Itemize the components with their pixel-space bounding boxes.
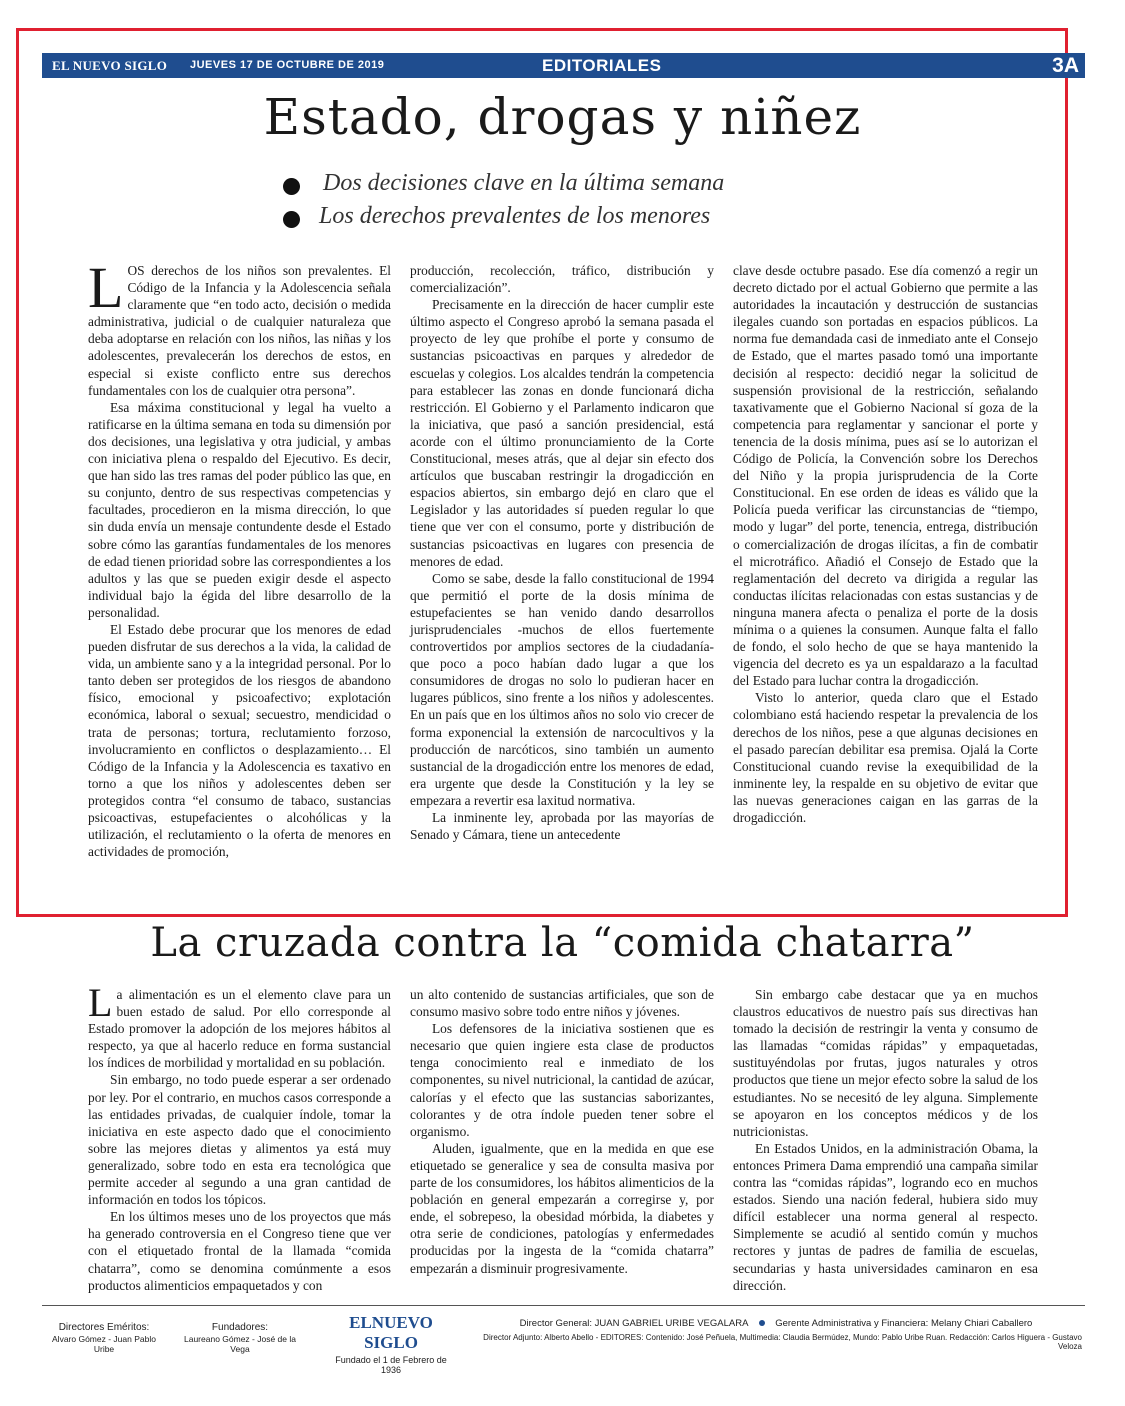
paragraph: La inminente ley, aprobada por las mayorías de Senado y Cámara, tiene un antecedente bbox=[410, 810, 714, 843]
footer-staff bbox=[470, 1318, 1082, 1351]
paragraph: Sin embargo, no todo puede esperar a ser ordenado por ley. Por el contrario, en muchos casos corresponde a las entidades privadas, de cualquier índole, tomar la iniciativa en este aspecto dado que el conocimiento sobre las mejores dietas y alimentos ya está muy generalizado, sobre todo en esta era tecnológica que permite acceder al segundo a una gran cantidad de información en todos los tópicos. bbox=[88, 1072, 391, 1208]
editorial-2-column-3 bbox=[733, 986, 1038, 1294]
section-name: EDITORIALES bbox=[542, 56, 662, 75]
paragraph: El Estado debe procurar que los menores de edad pueden disfrutar de sus derechos a la vida, la calidad de vida, un ambiente sano y a la integridad personal. Por lo tanto deben ser protegidos de los riesgos de abandono físico, emocional y psicoafectivo; explotación económica, laboral o sexual; secuestro, mendicidad o trata de personas; tortura, reclutamiento forzoso, involucramiento en conflictos o desplazamiento… El Código de la Infancia y la Adolescencia es taxativo en torno a que los niños y adolescentes deben ser protegidos contra “el consumo de tabaco, sustancias psicoactivas, estupefacientes o alcohólicas y la utilización, el reclutamiento o la oferta de menores en actividades de promoción, bbox=[88, 621, 391, 860]
founded-date: Fundado el 1 de Febrero de 1936 bbox=[335, 1355, 447, 1375]
footer-fundadores bbox=[180, 1322, 300, 1354]
director-general: Director General: JUAN GABRIEL URIBE VEGALARA bbox=[519, 1318, 748, 1329]
page-number: 3A bbox=[1052, 54, 1079, 77]
footer-logo-block bbox=[326, 1313, 456, 1375]
paragraph-text: OS derechos de los niños son prevalentes. El Código de la Infancia y la Adolescencia señala claramente que “en todo acto, decisión o medida administrativa, judicial o de cualquier naturaleza que deba adoptarse en relación con los niños, las niñas y los adolescentes, prevalecerán los derechos de estos, en especial si existe conflicto entre sus derechos fundamentales con los de cualquier otra persona”. bbox=[88, 263, 391, 398]
paragraph: Aluden, igualmente, que en la medida en que ese etiquetado se generalice y sea de consulta masiva por parte de los consumidores, los hábitos alimenticios de la población en general empezarán a corregirse y, por ende, el sobrepeso, la obesidad mórbida, la diabetes y otra serie de condiciones, patologías y enfermedades producidas por la ingesta de la “comida chatarra” empezarán a disminuir progresivamente. bbox=[410, 1140, 714, 1276]
paragraph: Sin embargo cabe destacar que ya en muchos claustros educativos de nuestro país sus directivas han tomado la decisión de restringir la venta y consumo de las llamadas “comidas rápidas” y empaquetadas, sustituyéndolas por frutas, jugos naturales y otros productos que tiene un mejor efecto sobre la salud de los estudiantes. No se necesitó de ley alguna. Simplemente se apoyaron en los conceptos médicos y de los nutricionistas. bbox=[733, 987, 1038, 1139]
footer-emeritos bbox=[44, 1322, 164, 1354]
paper-name: EL NUEVO SIGLO bbox=[52, 58, 168, 73]
paragraph: En Estados Unidos, en la administración Obama, la entonces Primera Dama emprendió una campaña similar contra las “comidas rápidas”, logrando eco en muchos estados. Siendo una nación federal, hubiera sido muy difícil establecer una norma general al respecto. Simplemente se acudió al sentido común y muchos rectores y juntas de padres de familia de escuelas, secundarias y hasta universidades caminaron en esa dirección. bbox=[733, 1140, 1038, 1293]
editorial-2-column-2 bbox=[410, 986, 714, 1277]
subhead-1-text: Dos decisiones clave en la última semana bbox=[323, 170, 725, 196]
emeritos-names: Alvaro Gómez - Juan Pablo Uribe bbox=[52, 1334, 156, 1354]
emeritos-label: Directores Eméritos: bbox=[58, 1322, 150, 1333]
issue-date: JUEVES 17 DE OCTUBRE DE 2019 bbox=[190, 59, 385, 71]
editorial-1-column-1 bbox=[88, 255, 391, 860]
paragraph bbox=[88, 980, 391, 1071]
staff-credits: Director Adjunto: Alberto Abello - EDITORES: Contenido: José Peñuela, Multimedia: Claudia Bermúdez, Mundo: Pablo Uribe Ruan. Redacción: Carlos Higuera - Gustavo Veloza bbox=[483, 1333, 1082, 1351]
paragraph-text: a alimentación es un el elemento clave para un buen estado de salud. Por ello corresponde al Estado promover la adopción de los mejores hábitos al respecto, ya que al hacerlo reduce en forma sustancial los índices de morbilidad y mortalidad en su población. bbox=[88, 987, 391, 1071]
paragraph bbox=[88, 255, 391, 399]
fundadores-names: Laureano Gómez - José de la Vega bbox=[184, 1334, 296, 1354]
footer-directors-row bbox=[470, 1318, 1082, 1329]
bullet-dot-icon bbox=[759, 1320, 765, 1326]
paragraph: Precisamente en la dirección de hacer cumplir este último aspecto el Congreso aprobó la semana pasada el proyecto de ley que prohíbe el porte y consumo de sustancias psicoactivas en parques y alrededor de escuelas y colegios. Los alcaldes tendrán la competencia para establecer las zonas en donde funcionará dicha restricción. El Gobierno y el Parlamento indicaron que la iniciativa, que pasó a sanción presidencial, está acorde con el último pronunciamiento de la Corte Constitucional, meses atrás, que al dejar sin efecto dos artículos que buscaban restringir la drogadicción en espacios abiertos, sin embargo dejó en claro que el Legislador y las autoridades sí pueden regular lo que tiene que ver con el consumo, porte y distribución de sustancias psicoactivas en lugares con presencia de menores de edad. bbox=[410, 297, 714, 569]
paragraph: producción, recolección, tráfico, distribución y comercialización”. bbox=[410, 263, 714, 296]
editorial-2-title: La cruzada contra la “comida chatarra” bbox=[150, 920, 975, 966]
paragraph: Esa máxima constitucional y legal ha vuelto a ratificarse en la última semana en toda su dimensión por dos decisiones, una legislativa y otra judicial, y ambas con iniciativa plena o respaldo del Ejecutivo. Es decir, que han sido las tres ramas del poder público las que, en su conjunto, dentro de sus respectivas competencias y facultades, procedieron en la misma dirección, lo que sin duda envía un mensaje contundente desde el Estado sobre cómo las garantías fundamentales de los menores de edad tienen prioridad sobre las correspondientes a los adultos y las que se pueden exigir desde el aspecto individual bajo la égida del libre desarrollo de la personalidad. bbox=[88, 399, 391, 620]
page-header-bar bbox=[42, 53, 1085, 78]
paragraph: un alto contenido de sustancias artificiales, que son de consumo masivo sobre todo entre niños y jóvenes. bbox=[410, 987, 714, 1020]
paragraph: clave desde octubre pasado. Ese día comenzó a regir un decreto dictado por el actual Gobierno que permite a las autoridades la incautación y destrucción de sustancias ilegales cuando son portadas en espacios públicos. La norma fue demandada casi de inmediato ante el Consejo de Estado, que el martes pasado tomó una importante decisión al respecto: decidió negar la solicitud de suspensión provisional de la restricción, señalando taxativamente que el Gobierno Nacional sí goza de la competencia para reglamentar y sancionar el porte y tenencia de la dosis mínima, pues así se lo autorizan el Código de Policía, la Convención sobre los Derechos del Niño y la propia jurisprudencia de la Corte Constitucional. En ese orden de ideas es válido que la Policía pueda verificar las circunstancias de “tiempo, modo y lugar” del porte, tenencia, entrega, distribución o comercialización de drogas ilícitas, a fin de combatir el microtráfico. Añadió el Consejo de Estado que la reglamentación del decreto va dirigida a regular las conductas ilícitas relacionadas con estas sustancias y de ninguna manera afecta o penaliza el porte de la dosis mínima o a quienes la consumen. Aunque falta el fallo de fondo, el solo hecho de que se haya mantenido la vigencia del decreto es ya un espaldarazo a la facultad del Estado para luchar contra la drogadicción. bbox=[733, 263, 1038, 689]
fundadores-label: Fundadores: bbox=[211, 1322, 269, 1333]
subhead-2-text: Los derechos prevalentes de los menores bbox=[319, 203, 711, 229]
editorial-1-title: Estado, drogas y niñez bbox=[263, 88, 862, 146]
gerente: Gerente Administrativa y Financiera: Melany Chiari Caballero bbox=[775, 1318, 1033, 1329]
footer-divider bbox=[42, 1305, 1085, 1306]
bullet-dot-icon bbox=[283, 211, 300, 228]
paragraph: Como se sabe, desde la fallo constitucional de 1994 que permitió el porte de la dosis mínima de estupefacientes se han venido dando desarrollos jurisprudenciales -muchos de ellos fuertemente controvertidos por amplios sectores de la ciudadanía- que poco a poco habían dado lugar a que los consumidores de drogas no solo lo pudieran hacer en lugares públicos, sino frente a los niños y adolescentes. En un país que en los últimos años no solo vio crecer de forma exponencial la extensión de narcocultivos y la producción de narcóticos, sino también un aumento sustancial de la drogadicción entre los menores de edad, era urgente que desde la Constitución y la ley se empezara a revertir esa laxitud normativa. bbox=[410, 570, 714, 808]
paragraph: Los defensores de la iniciativa sostienen que es necesario que quien ingiere esta clase de productos tenga conocimiento real e inmediato de los componentes, su nivel nutricional, la cantidad de azúcar, calorías y el efecto que las sustancias saborizantes, colorantes y de otra índole pueden tener sobre el organismo. bbox=[410, 1021, 714, 1139]
editorial-2-column-1 bbox=[88, 980, 391, 1294]
newspaper-logo: ELNUEVO SIGLO bbox=[349, 1313, 433, 1352]
paragraph: Visto lo anterior, queda claro que el Estado colombiano está haciendo respetar la prevalencia de los derechos de los niños, pese a que algunas decisiones en el pasado parecían debilitar esa premisa. Ojalá la Corte Constitucional cuando revise la exequibilidad de la inminente ley, la respalde en su objetivo de evitar que las nuevas generaciones caigan en las garras de la drogadicción. bbox=[733, 690, 1038, 825]
drop-cap: L bbox=[88, 980, 113, 1025]
drop-cap: L bbox=[88, 255, 124, 320]
editorial-1-column-3 bbox=[733, 262, 1038, 826]
bullet-dot-icon bbox=[283, 178, 300, 195]
paragraph: En los últimos meses uno de los proyectos que más ha generado controversia en el Congreso tiene que ver con el etiquetado frontal de la llamada “comida chatarra”, como se denomina comúnmente a esos productos alimenticios empaquetados y con bbox=[88, 1209, 391, 1293]
editorial-1-column-2 bbox=[410, 262, 714, 843]
